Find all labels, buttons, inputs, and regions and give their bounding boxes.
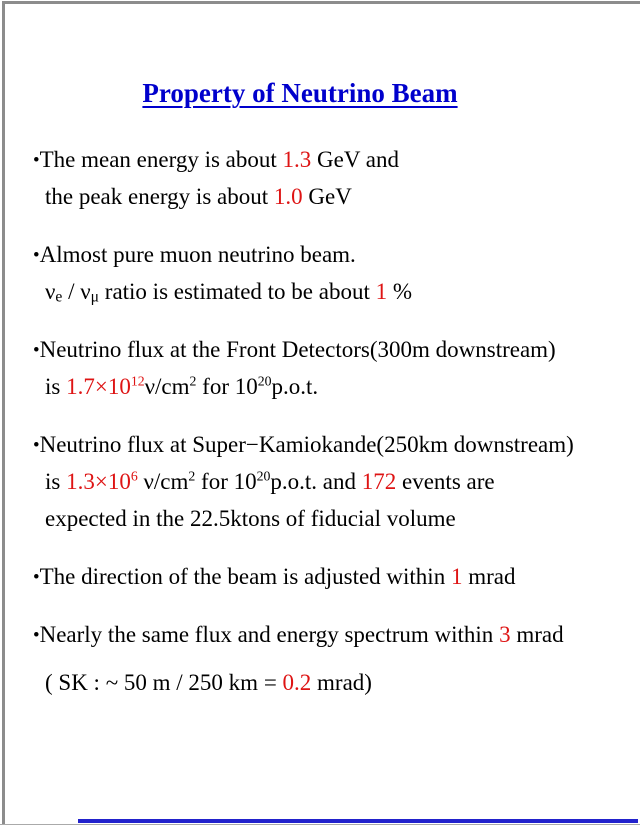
text-run: %	[387, 279, 413, 304]
text-run: is	[45, 469, 67, 494]
bullet-item	[0, 558, 640, 595]
text-run: ν	[45, 279, 56, 304]
text-run: ( SK : ~ 50 m / 250 km =	[45, 670, 283, 695]
text-run: Almost pure muon neutrino beam.	[39, 242, 356, 267]
bullet-list	[0, 141, 640, 722]
text-run: The direction of the beam is adjusted within	[39, 564, 451, 589]
text-run: The mean energy is about	[39, 147, 283, 172]
bullet-continuation-line	[0, 273, 640, 310]
bullet-item	[0, 141, 640, 215]
text-run: μ	[90, 288, 100, 306]
bullet-continuation-line	[0, 500, 640, 537]
text-run: is	[45, 374, 67, 399]
text-run: Neutrino flux at the Front Detectors(300m downstream)	[39, 337, 556, 362]
bullet-item	[0, 616, 640, 701]
text-run: 3	[499, 622, 511, 647]
text-run: mrad	[510, 622, 564, 647]
text-run: mrad	[462, 564, 516, 589]
text-run: ν/cm	[137, 469, 189, 494]
text-run: events are	[396, 469, 495, 494]
bullet-line	[0, 331, 640, 368]
slide-title: Property of Neutrino Beam	[142, 78, 458, 108]
bullet-icon: •	[33, 150, 40, 171]
text-run: 172	[361, 469, 397, 494]
text-run: Nearly the same flux and energy spectrum within	[39, 622, 500, 647]
text-run: 2	[189, 373, 197, 389]
bullet-line	[0, 426, 640, 463]
bullet-line	[0, 616, 640, 653]
text-run: 1.3	[282, 147, 312, 172]
text-run: 1	[375, 279, 388, 304]
bullet-continuation-line	[0, 178, 640, 215]
bullet-icon: •	[33, 625, 40, 646]
footer-rule	[78, 819, 638, 823]
bullet-icon: •	[33, 435, 40, 456]
text-run: for 10	[195, 469, 257, 494]
text-run: ν/cm	[144, 374, 190, 399]
text-run: 1	[450, 564, 463, 589]
text-run: 1.7×10	[66, 374, 131, 399]
text-run: 1.3×10	[66, 469, 131, 494]
bullet-item	[0, 426, 640, 537]
bullet-continuation-line	[0, 463, 640, 500]
bullet-icon: •	[33, 567, 40, 588]
text-run: p.o.t.	[271, 374, 319, 399]
bullet-item	[0, 331, 640, 405]
text-run: 1.0	[273, 184, 303, 209]
text-run: 20	[256, 468, 271, 484]
text-run: 0.2	[282, 670, 312, 695]
text-run: GeV	[302, 184, 352, 209]
page-border-top	[4, 1, 640, 4]
bullet-item	[0, 236, 640, 310]
bullet-line	[0, 141, 640, 178]
text-run: 12	[130, 373, 145, 389]
text-run: the peak energy is about	[45, 184, 274, 209]
text-run: e	[55, 288, 63, 306]
text-run: 20	[257, 373, 272, 389]
bullet-line	[0, 236, 640, 273]
bullet-line	[0, 558, 640, 595]
text-run: /	[62, 279, 81, 304]
text-run: GeV and	[311, 147, 400, 172]
text-run: 2	[188, 468, 196, 484]
bullet-continuation-line	[0, 368, 640, 405]
bullet-icon: •	[33, 245, 40, 266]
text-run: Neutrino flux at Super−Kamiokande(250km downstream)	[39, 432, 574, 457]
bullet-icon: •	[33, 340, 40, 361]
text-run: for 10	[196, 374, 258, 399]
text-run: mrad)	[311, 670, 372, 695]
text-run: ratio is estimated to be about	[99, 279, 376, 304]
text-run: p.o.t. and	[270, 469, 362, 494]
text-run: expected in the 22.5ktons of fiducial volume	[45, 506, 456, 531]
text-run: 6	[130, 468, 138, 484]
bullet-continuation-line	[0, 664, 640, 701]
text-run: ν	[80, 279, 91, 304]
